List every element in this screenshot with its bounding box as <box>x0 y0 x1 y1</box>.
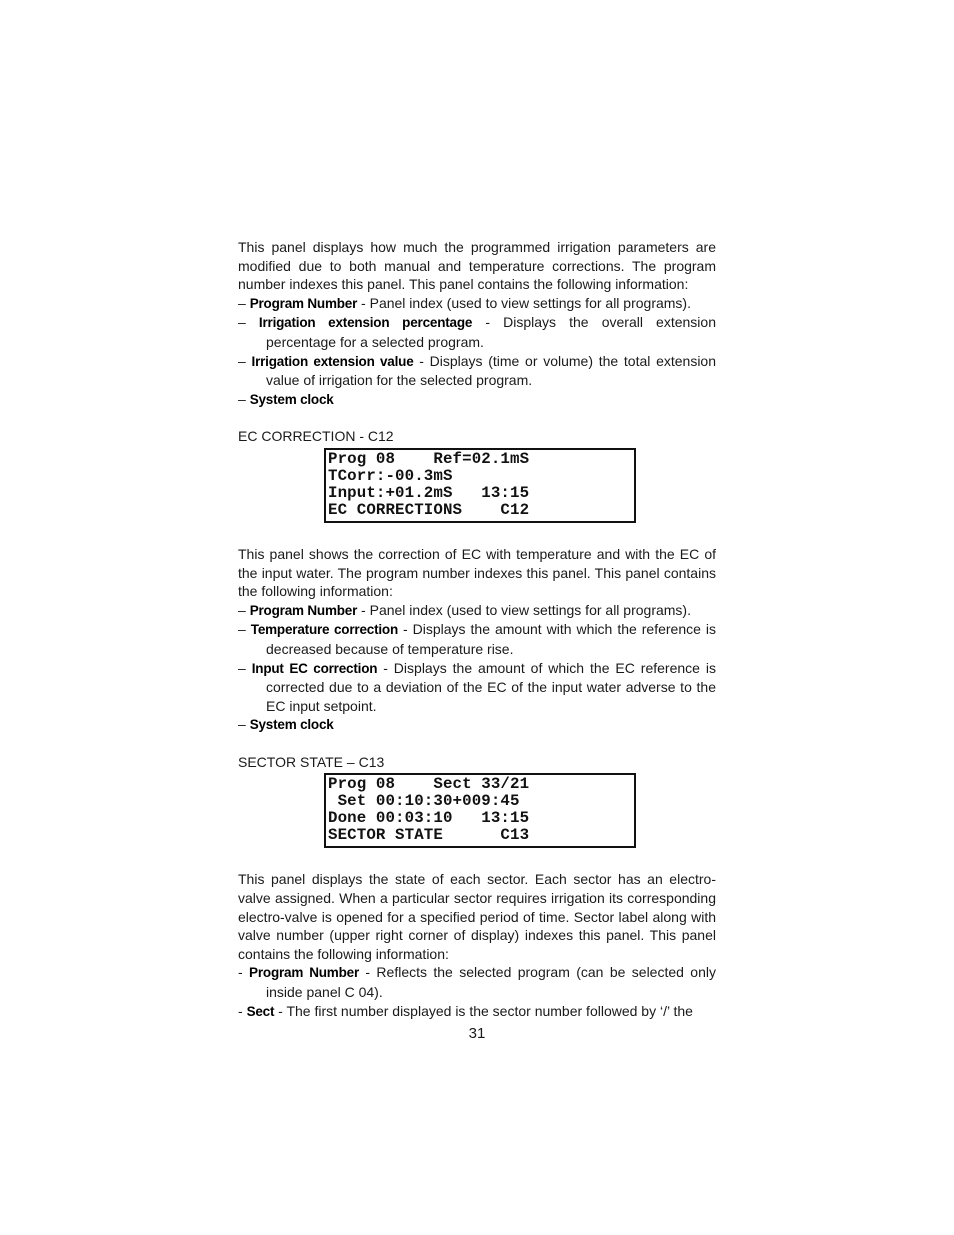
lcd-row: Done 00:03:10 13:15 <box>328 810 530 828</box>
lcd-row: TCorr:-00.3mS <box>328 467 453 485</box>
lcd-row: Set 00:10:30+009:45 <box>328 793 520 811</box>
list-item: – System clock <box>238 716 334 733</box>
section1-list <box>238 294 716 410</box>
item-desc: - Displays (time or volume) the total extension value of irrigation for the selected program. <box>266 352 717 389</box>
section2-list <box>238 601 716 735</box>
page-number: 31 <box>468 1025 486 1042</box>
list-item: – Irrigation extension value - Displays (time or volume) the total extension value of irrigation for the selected program. <box>238 352 717 389</box>
item-desc: - The first number displayed is the sector number followed by ‘/’ the <box>274 1002 693 1019</box>
list-item: – Input EC correction - Displays the amount of which the EC reference is corrected due to a deviation of the EC of the input water adverse to the EC input setpoint. <box>238 659 716 714</box>
lcd-display-c13 <box>324 773 636 848</box>
item-term: Program Number <box>249 965 360 981</box>
item-term: Program Number <box>249 295 358 311</box>
lcd-row: Input:+01.2mS 13:15 <box>328 484 530 502</box>
section1-intro: This panel displays how much the programmed irrigation parameters are modified due to both manual and temperature corrections. The program number indexes this panel. This panel contains the following information: <box>238 239 716 293</box>
item-desc: - Displays the overall extension percentage for a selected program. <box>266 314 716 350</box>
item-term: Irrigation extension percentage <box>258 315 473 331</box>
item-term: Program Number <box>249 602 358 618</box>
item-term: Input EC correction <box>251 660 378 676</box>
section3-heading: SECTOR STATE – C13 <box>238 753 385 770</box>
lcd-row: Prog 08 Sect 33/21 <box>328 776 530 794</box>
section3-list <box>238 963 716 1021</box>
manual-page <box>238 238 716 1021</box>
list-item: – Program Number - Panel index (used to view settings for all programs). <box>238 601 691 618</box>
list-item: – Program Number - Panel index (used to view settings for all programs). <box>238 294 691 311</box>
section3-intro: This panel displays the state of each sector. Each sector has an electro-valve assigned. When a particular sector requires irrigation its corresponding electro-valve is opened for a specified period of time. Sector label along with valve number (upper right corner of display) indexes this panel. This panel contains the following information: <box>238 871 716 962</box>
list-item: – Temperature correction - Displays the amount with which the reference is decreased because of temperature rise. <box>238 621 716 657</box>
item-term: Temperature correction <box>250 622 399 638</box>
item-desc: - Displays the amount with which the reference is decreased because of temperature rise. <box>266 621 716 657</box>
list-item: – Irrigation extension percentage - Displays the overall extension percentage for a selected program. <box>238 314 716 350</box>
lcd-row: EC CORRECTIONS C12 <box>328 501 530 519</box>
item-term: Sect <box>246 1003 275 1019</box>
list-item: – System clock <box>238 390 334 407</box>
item-desc: - Reflects the selected program (can be selected only inside panel C 04). <box>266 964 716 1001</box>
section2-heading: EC CORRECTION - C12 <box>238 428 394 445</box>
item-term: System clock <box>249 391 334 407</box>
item-term: Irrigation extension value <box>251 353 414 369</box>
list-item: - Sect - The first number displayed is the sector number followed by ‘/’ the <box>238 1002 693 1019</box>
lcd-display-c12 <box>324 448 636 523</box>
item-desc: - Panel index (used to view settings for all programs). <box>357 294 691 311</box>
item-desc: - Displays the amount of which the EC reference is corrected due to a deviation of the EC of the input water adverse to the EC input setpoint. <box>266 659 716 714</box>
item-desc: - Panel index (used to view settings for all programs). <box>357 601 691 618</box>
item-term: System clock <box>249 717 334 733</box>
section2-intro: This panel shows the correction of EC with temperature and with the EC of the input water. The program number indexes this panel. This panel contains the following information: <box>238 545 716 600</box>
lcd-row: Prog 08 Ref=02.1mS <box>328 450 530 468</box>
lcd-row: SECTOR STATE C13 <box>328 827 530 845</box>
list-item: - Program Number - Reflects the selected program (can be selected only inside panel C 04). <box>238 964 716 1001</box>
